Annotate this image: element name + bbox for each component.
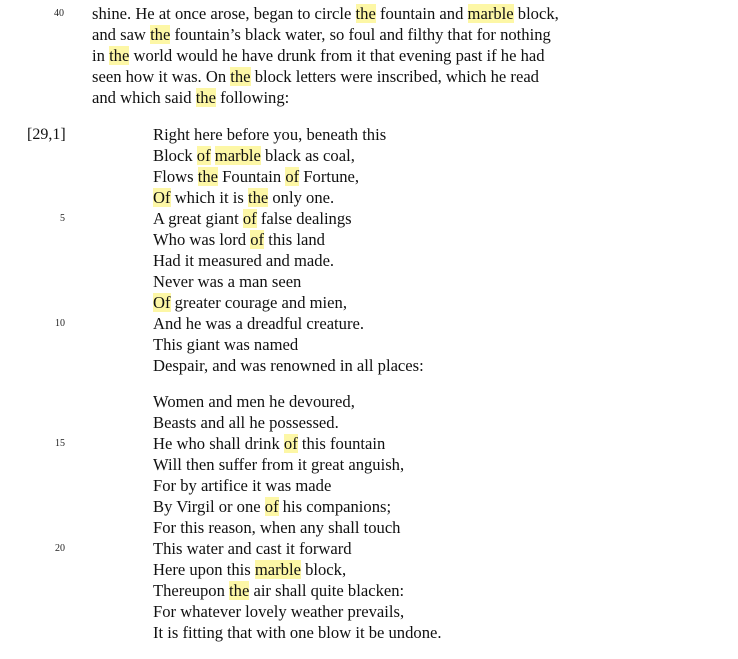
text-run: following: — [215, 88, 290, 107]
highlighted-word: of — [264, 497, 279, 516]
highlighted-word: the — [229, 581, 250, 600]
highlighted-word: the — [197, 167, 219, 186]
verse-reference: [29,1] — [27, 126, 66, 143]
text-run: Here upon this — [153, 560, 255, 579]
highlighted-word: the — [150, 25, 171, 44]
text-run: Beasts and all he possessed. — [153, 413, 339, 432]
text-run: For this reason, when any shall touch — [153, 518, 401, 537]
highlighted-word: marble — [254, 560, 301, 579]
text-run: Women and men he devoured, — [153, 392, 355, 411]
verse-line-s2-5 — [153, 475, 331, 496]
highlighted-word: the — [247, 188, 269, 207]
verse-line-8 — [153, 271, 301, 292]
text-run: black as coal, — [260, 146, 355, 165]
highlighted-word: the — [109, 46, 130, 65]
verse-line-6 — [153, 229, 325, 250]
text-run: this fountain — [297, 434, 386, 453]
text-run: this land — [264, 230, 325, 249]
prose-line-5 — [92, 87, 289, 108]
text-run: fountain’s black water, so foul and filthy that for nothing — [170, 25, 551, 44]
text-run: Despair, and was renowned in all places: — [153, 356, 424, 375]
text-run: Had it measured and made. — [153, 251, 335, 270]
prose-line-4 — [92, 66, 539, 87]
verse-line-1 — [153, 124, 386, 145]
highlighted-word: of — [196, 146, 211, 165]
text-run: which it is — [170, 188, 248, 207]
text-run: only one. — [268, 188, 335, 207]
text-run: For whatever lovely weather prevails, — [153, 602, 405, 621]
text-run: seen how it was. On — [92, 67, 231, 86]
text-run: block, — [300, 560, 347, 579]
highlighted-word: Of — [153, 293, 171, 312]
text-run: A great giant — [153, 209, 243, 228]
text-run: Will then suffer from it great anguish, — [153, 455, 405, 474]
verse-line-3 — [153, 166, 359, 187]
prose-line-1 — [92, 3, 559, 24]
prose-line-2 — [92, 24, 551, 45]
text-run: Fortune, — [299, 167, 360, 186]
text-run: world would he have drunk from it that evening past if he had — [129, 46, 545, 65]
verse-line-s2-7 — [153, 517, 400, 538]
text-run: shine. He at once arose, began to circle — [92, 4, 356, 23]
verse-line-s2-8 — [153, 538, 352, 559]
highlighted-word: of — [250, 230, 265, 249]
verse-line-2 — [153, 145, 355, 166]
highlighted-word: the — [195, 88, 216, 107]
verse-line-s2-10 — [153, 580, 404, 601]
text-run: And he was a dreadful creature. — [153, 314, 365, 333]
verse-line-s2-1 — [153, 391, 355, 412]
text-run: Who was lord — [153, 230, 251, 249]
verse-line-s2-3 — [153, 433, 385, 454]
text-run: in — [92, 46, 110, 65]
text-run: block letters were inscribed, which he read — [250, 67, 539, 86]
highlighted-word: Of — [153, 188, 171, 207]
prose-line-number: 40 — [54, 8, 64, 19]
verse-line-11 — [153, 334, 298, 355]
text-run: greater courage and mien, — [170, 293, 347, 312]
text-run: his companions; — [278, 497, 392, 516]
text-run: false dealings — [256, 209, 352, 228]
text-run: He who shall drink — [153, 434, 284, 453]
text-run: Right here before you, beneath this — [153, 125, 387, 144]
verse-line-number-20: 20 — [55, 543, 65, 554]
verse-line-s2-11 — [153, 601, 404, 622]
highlighted-word: the — [355, 4, 376, 23]
verse-line-s2-6 — [153, 496, 391, 517]
verse-line-number-15: 15 — [55, 438, 65, 449]
text-run: This giant was named — [153, 335, 299, 354]
verse-line-5 — [153, 208, 352, 229]
highlighted-word: of — [283, 434, 298, 453]
text-run: Fountain — [218, 167, 286, 186]
prose-line-3 — [92, 45, 545, 66]
verse-line-s2-12 — [153, 622, 442, 643]
text-run: block, — [513, 4, 559, 23]
text-run: Block — [153, 146, 197, 165]
verse-line-10 — [153, 313, 364, 334]
text-run: Flows — [153, 167, 198, 186]
highlighted-word: marble — [214, 146, 261, 165]
verse-line-s2-2 — [153, 412, 339, 433]
highlighted-word: marble — [467, 4, 514, 23]
text-run: Thereupon — [153, 581, 230, 600]
highlighted-word: of — [285, 167, 300, 186]
verse-line-number-5: 5 — [60, 213, 65, 224]
highlighted-word: of — [242, 209, 257, 228]
text-run: and which said — [92, 88, 196, 107]
text-run: By Virgil or one — [153, 497, 265, 516]
text-run: It is fitting that with one blow it be undone. — [153, 623, 442, 642]
text-run: This water and cast it forward — [153, 539, 352, 558]
text-run: Never was a man seen — [153, 272, 302, 291]
text-run: air shall quite blacken: — [249, 581, 405, 600]
verse-line-12 — [153, 355, 424, 376]
verse-line-9 — [153, 292, 347, 313]
verse-line-4 — [153, 187, 334, 208]
text-run: and saw — [92, 25, 151, 44]
verse-line-7 — [153, 250, 334, 271]
text-run: fountain and — [375, 4, 468, 23]
verse-line-s2-4 — [153, 454, 404, 475]
verse-line-s2-9 — [153, 559, 346, 580]
verse-line-number-10: 10 — [55, 318, 65, 329]
text-run: For by artifice it was made — [153, 476, 332, 495]
highlighted-word: the — [230, 67, 251, 86]
